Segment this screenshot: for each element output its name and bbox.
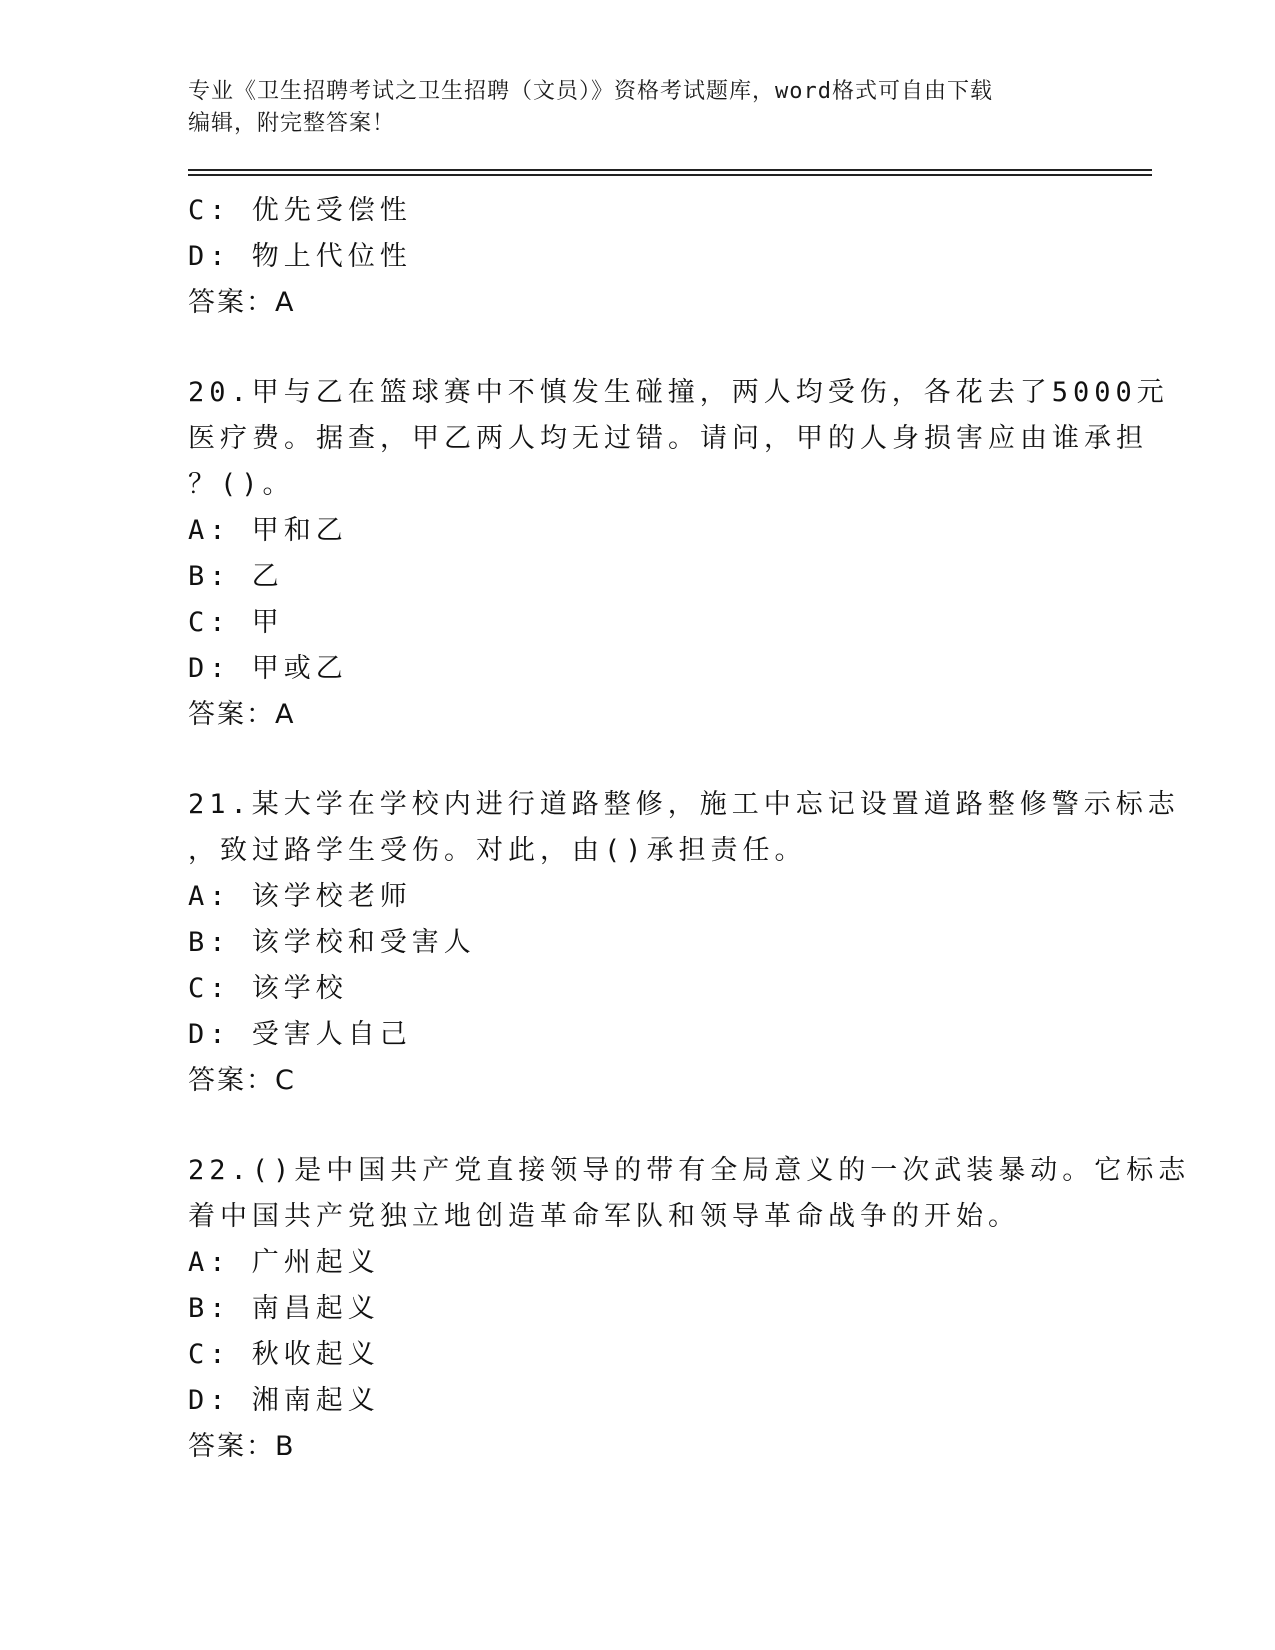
question-stem-line: ，致过路学生受伤。对此，由()承担责任。 <box>188 835 807 866</box>
question-stem-line: ？()。 <box>188 469 295 500</box>
question-stem-line: 21.某大学在学校内进行道路整修，施工中忘记设置道路整修警示标志 <box>188 789 1180 820</box>
answer-line: 答案：A <box>188 699 296 730</box>
header-rule-bottom <box>188 174 1152 176</box>
question-20 <box>188 370 1169 738</box>
question-stem-line: 20.甲与乙在篮球赛中不慎发生碰撞，两人均受伤，各花去了5000元 <box>188 377 1169 408</box>
option-b: B: 南昌起义 <box>188 1293 380 1324</box>
option-b: B: 该学校和受害人 <box>188 927 476 958</box>
option-a: A: 甲和乙 <box>188 515 348 546</box>
option-d: D: 甲或乙 <box>188 653 348 684</box>
header-line-2: 编辑，附完整答案！ <box>188 111 396 136</box>
document-header <box>188 76 1088 140</box>
option-d: D: 受害人自己 <box>188 1019 412 1050</box>
option-c: C: 甲 <box>188 607 284 638</box>
option-a: A: 广州起义 <box>188 1247 380 1278</box>
answer-line: 答案：B <box>188 1431 296 1462</box>
question-22 <box>188 1148 1191 1470</box>
question-stem-line: 着中国共产党独立地创造革命军队和领导革命战争的开始。 <box>188 1201 1020 1232</box>
option-d: D: 湘南起义 <box>188 1385 380 1416</box>
option-c: C: 优先受偿性 <box>188 195 412 226</box>
question-21 <box>188 782 1180 1104</box>
answer-line: 答案：A <box>188 287 296 318</box>
option-b: B: 乙 <box>188 561 284 592</box>
carryover-block <box>188 188 1088 326</box>
header-line-1: 专业《卫生招聘考试之卫生招聘（文员）》资格考试题库，word格式可自由下载 <box>188 79 993 104</box>
header-rule-top <box>188 169 1152 171</box>
option-c: C: 该学校 <box>188 973 348 1004</box>
option-a: A: 该学校老师 <box>188 881 412 912</box>
answer-line: 答案：C <box>188 1065 296 1096</box>
option-d: D: 物上代位性 <box>188 241 412 272</box>
question-list <box>188 188 1191 1470</box>
question-stem-line: 医疗费。据查，甲乙两人均无过错。请问，甲的人身损害应由谁承担 <box>188 423 1148 454</box>
question-stem-line: 22.()是中国共产党直接领导的带有全局意义的一次武装暴动。它标志 <box>188 1155 1191 1186</box>
option-c: C: 秋收起义 <box>188 1339 380 1370</box>
